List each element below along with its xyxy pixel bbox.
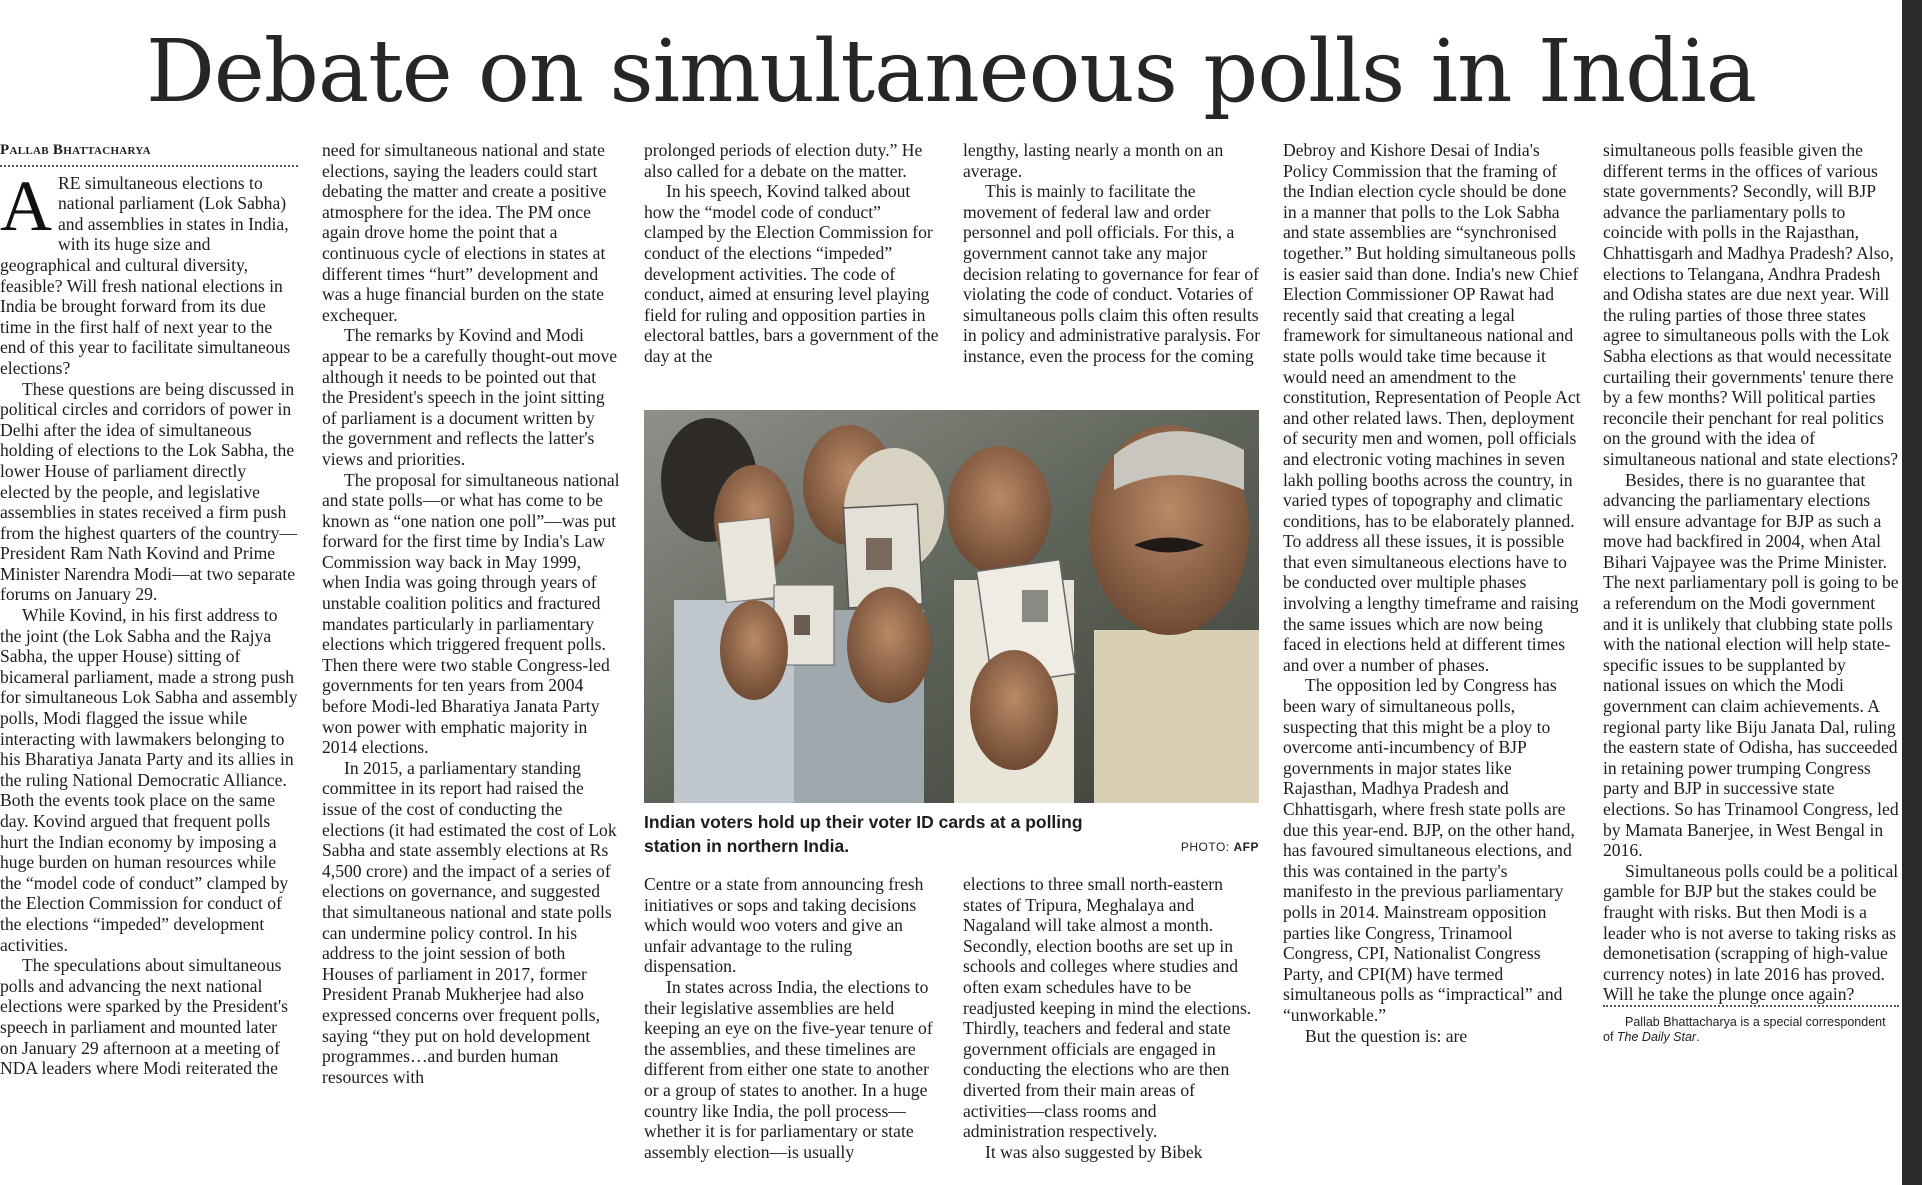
voters-photo xyxy=(644,410,1259,803)
article-column-6 xyxy=(1603,140,1899,1185)
paragraph: Besides, there is no guarantee that advancing the parliamentary elections will ensure advantage for BJP as such a move had backfired in 2004, when Atal Bihari Vajpayee was the Prime Minister. The next parliamentary poll is going to be a referendum on the Modi government and it is unlikely that clubbing state polls with the national election will help state-specific issues to be supplanted by national issues on which the Modi government can claim achievements. A regional party like Biju Janata Dal, ruling the eastern state of Odisha, has succeeded in retaining power trumping Congress party and BJP in successive state elections. So has Trinamool Congress, led by Mamata Banerjee, in West Bengal in 2016. xyxy=(1603,469,1899,861)
paragraph: The remarks by Kovind and Modi appear to be a carefully thought-out move although it needs to be pointed out that the President's speech in the joint sitting of parliament is a document written by the government and reflects the latter's views and priorities. xyxy=(322,325,618,469)
voters-photo-illustration xyxy=(644,410,1259,803)
paragraph: This is mainly to facilitate the movement of federal law and order personnel and poll officials. For this, a government cannot take any major decision relating to governance for fear of violating the code of conduct. Votaries of simultaneous polls claim this often results in policy and administrative paralysis. For instance, even the process for the coming xyxy=(963,181,1261,366)
paragraph: But the question is: are xyxy=(1305,1025,1468,1046)
article-column-3-top xyxy=(644,140,942,388)
paragraph: elections to three small north-eastern states of Tripura, Meghalaya and Nagaland will take almost a month. Secondly, election booths are set up in schools and colleges where studies and often exam schedules have to be readjusted keeping in mind the elections. Thirdly, teachers and federal and state government officials are engaged in conducting the elections who are then diverted from their main areas of activities—class rooms and administration respectively. xyxy=(963,874,1252,1142)
photo-caption: Indian voters hold up their voter ID cards at a polling station in northern India. xyxy=(644,812,1083,856)
article-column-1 xyxy=(0,140,298,1185)
paragraph: In his speech, Kovind talked about how the “model code of conduct” clamped by the Election Commission for conduct of the elections “impeded” development activities. The code of conduct, aimed at ensuring level playing field for ruling and opposition parties in electoral battles, bars a government of the day at the xyxy=(644,181,939,366)
paragraph: Centre or a state from announcing fresh initiatives or sops and taking decisions which would woo voters and give an unfair advantage to the ruling dispensation. xyxy=(644,874,924,977)
article-column-4-bottom xyxy=(963,874,1261,1185)
paragraph: prolonged periods of election duty.” He also called for a debate on the matter. xyxy=(644,140,923,181)
paragraph: These questions are being discussed in political circles and corridors of power in Delhi after the idea of simultaneous holding of elections to the Lok Sabha, the lower House of parliament directly elected by the people, and legislative assemblies in states received a firm push from the highest quarters of the country—President Ram Nath Kovind and Prime Minister Narendra Modi—at two separate forums on January 29. xyxy=(0,378,298,605)
paragraph: It was also suggested by Bibek xyxy=(985,1141,1203,1162)
paragraph: Simultaneous polls could be a political gamble for BJP but the stakes could be fraught with risks. But then Modi is a leader who is not averse to taking risks as demonetisation (scrapping of high-value currency notes) in late 2016 has proved. Will he take the plunge once again? xyxy=(1603,860,1899,1005)
paragraph: lengthy, lasting nearly a month on an average. xyxy=(963,140,1224,181)
article-column-4-top xyxy=(963,140,1261,388)
drop-cap: A xyxy=(0,165,52,246)
paragraph: simultaneous polls feasible given the different terms in the offices of various state governments? Secondly, will BJP advance the parliamentary polls to coincide with polls in the Rajasthan, Chhattisgarh and Madhya Pradesh? Also, elections to Telangana, Andhra Pradesh and Odisha states are due next year. Will the ruling parties of those three states agree to simultaneous polls with the Lok Sabha elections as that would necessitate curtailing their governments' tenure there by a few months? Will political parties reconcile their penchant for real politics on the ground with the idea of simultaneous national and state elections? xyxy=(1603,140,1899,469)
byline: Pallab Bhattacharya xyxy=(0,140,298,167)
photo-caption-block xyxy=(644,810,1259,862)
lead-paragraph: ARE simultaneous elections to national parliament (Lok Sabha) and assemblies in states in India, with its huge size and geographical and cultural diversity, feasible? Will fresh national elections in India be brought forward from its due time in the first half of next year to the end of this year to facilitate simultaneous elections? xyxy=(0,165,291,378)
paragraph: Debroy and Kishore Desai of India's Policy Commission that the framing of the Indian election cycle should be done in a manner that polls to the Lok Sabha and state assemblies are “synchronised together.” But holding simultaneous polls is easier said than done. India's new Chief Election Commissioner OP Rawat had recently said that creating a legal framework for simultaneous national and state polls would take time because it would need an amendment to the constitution, Representation of People Act and other related laws. Then, deployment of security men and women, poll officials and electronic voting machines in seven lakh polling booths across the country, in varied types of topography and climatic conditions, has to be elaborately planned. To address all these issues, it is possible that even simultaneous elections have to be conducted over multiple phases involving a lengthy timeframe and raising the same issues which are now being faced in elections held at different times and over a number of phases. xyxy=(1283,140,1581,675)
paragraph: need for simultaneous national and state elections, saying the leaders could start debating the matter and create a positive atmosphere for the idea. The PM once again drove home the point that a continuous cycle of elections in states at different times “hurt” development and was a huge financial burden on the state exchequer. xyxy=(322,140,607,325)
paragraph: The opposition led by Congress has been wary of simultaneous polls, suspecting that this might be a ploy to overcome anti-incumbency of BJP governments in major states like Rajasthan, Madhya Pradesh and Chhattisgarh, where fresh state polls are due this year-end. BJP, on the other hand, has favoured simultaneous elections, and this was contained in the party's manifesto in the previous parliamentary polls in 2014. Mainstream opposition parties like Congress, Trinamool Congress, CPI, Nationalist Congress Party, and CPI(M) have termed simultaneous polls as “impractical” and “unworkable.” xyxy=(1283,675,1575,1025)
paragraph: The proposal for simultaneous national and state polls—or what has come to be known as “one nation one poll”—was put forward for the first time by India's Law Commission way back in May 1999, when India was going through years of unstable coalition politics and fractured mandates particularly in parliamentary elections which triggered frequent polls. Then there were two stable Congress-led governments for ten years from 2004 before Modi-led Bharatiya Janata Party won power with emphatic majority in 2014 elections. xyxy=(322,469,620,758)
article-column-5 xyxy=(1283,140,1581,1185)
page-edge xyxy=(1902,0,1922,1185)
paragraph: In 2015, a parliamentary standing committee in its report had raised the issue of the cost of conducting the elections (it had estimated the cost of Lok Sabha and state assembly elections at Rs 4,500 crore) and the impact of a series of elections on governance, and suggested that simultaneous national and state polls can undermine policy control. In his address to the joint session of both Houses of parliament in 2017, former President Pranab Mukherjee had also expressed concerns over frequent polls, saying “they put on hold development programmes…and burden human resources with xyxy=(322,757,617,1087)
paragraph: In states across India, the elections to their legislative assemblies are held keeping an eye on the five-year tenure of the assemblies, and these timelines are different from either one state to another or a group of states to another. In a huge country like India, the poll process—whether it is for parliamentary or state assembly election—is usually xyxy=(644,976,933,1162)
headline: Debate on simultaneous polls in India xyxy=(145,22,1757,122)
paragraph: While Kovind, in his first address to the joint (the Lok Sabha and the Rajya Sabha, the upper House) sitting of bicameral parliament, made a strong push for simultaneous Lok Sabha and assembly polls, Modi flagged the issue while interacting with lawmakers belonging to his Bharatiya Janata Party and its allies in the ruling National Democratic Alliance. Both the events took place on the same day. Kovind argued that frequent polls hurt the Indian economy by imposing a huge burden on human resources while the “model code of conduct” clamped by the Election Commission for conduct of the elections “impeded” development activities. xyxy=(0,605,298,955)
photo-credit: PHOTO: AFP xyxy=(1180,840,1259,854)
article-column-2 xyxy=(322,140,620,1185)
paragraph: The speculations about simultaneous polls and advancing the next national elections were sparked by the President's speech in parliament and mounted later on January 29 afternoon at a meeting of NDA leaders where Modi reiterated the xyxy=(0,955,289,1079)
author-note: Pallab Bhattacharya is a special correspondent of The Daily Star. xyxy=(1603,1005,1899,1045)
article-column-3-bottom xyxy=(644,874,942,1185)
